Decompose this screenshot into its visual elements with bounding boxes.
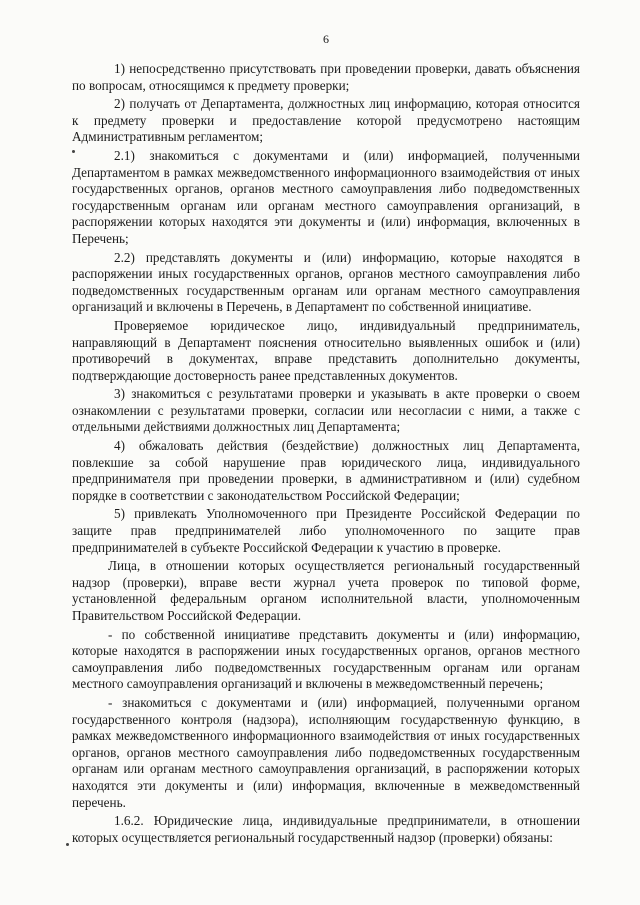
paragraph-right-2-1: 2.1) знакомиться с документами и (или) информацией, полученными Департаментом в рамках межведомственного информационного взаимодействия от иных государственных органов, органов местного самоуправления либо подведомственных государственным органам или органам местного самоуправления организаций, в распоряжении которых находятся эти документы и (или) информация, включенных в Перечень; — [72, 147, 580, 246]
paragraph-right-1: 1) непосредственно присутствовать при проведении проверки, давать объяснения по вопросам, относящимся к предмету проверки; — [72, 61, 580, 93]
paragraph-right-4: 4) обжаловать действия (бездействие) должностных лиц Департамента, повлекшие за собой нарушение прав юридического лица, индивидуального предпринимателя при проведении проверки, в административном и (или) судебном порядке в соответствии с законодательством Российской Федерации; — [72, 438, 580, 503]
paragraph-clarifications: Проверяемое юридическое лицо, индивидуальный предприниматель, направляющий в Департамент пояснения относительно выявленных ошибок и (или) противоречий в документах, вправе представить дополнительно документы, подтверждающие достоверность ранее представленных документов. — [72, 317, 580, 383]
paragraph-right-3: 3) знакомиться с результатами проверки и указывать в акте проверки о своем ознакомлении с результатами проверки, согласии или несогласии с ними, а также с отдельными действиями должностных лиц Департамента; — [72, 386, 580, 435]
paragraph-inspection-log: Лица, в отношении которых осуществляется региональный государственный надзор (проверки), вправе вести журнал учета проверок по типовой форме, установленной федеральным органом исполнительной власти, уполномоченным Правительством Российской Федерации. — [72, 558, 580, 623]
scan-speck — [66, 843, 69, 846]
paragraph-right-2-2: 2.2) представлять документы и (или) информацию, которые находятся в распоряжении иных государственных органов, органов местного самоуправления либо подведомственных государственным органам или органам местного самоуправления организаций и включены в Перечень, в Департамент по собственной инициативе. — [72, 249, 580, 315]
paragraph-right-5: 5) привлекать Уполномоченного при Президенте Российской Федерации по защите прав предпринимателей либо уполномоченного по защите прав предпринимателей в субъекте Российской Федерации к участию в проверке. — [72, 506, 580, 555]
paragraph-dash-1: - по собственной инициативе представить документы и (или) информацию, которые находятся в распоряжении иных государственных органов, органов местного самоуправления либо подведомственных государственным органам или органам местного самоуправления организаций и включены в межведомственный перечень; — [72, 626, 580, 692]
paragraph-dash-2: - знакомиться с документами и (или) информацией, полученными органом государственного контроля (надзора), исполняющим государственную функцию, в рамках межведомственного информационного взаимодействия от иных государственных органов, органов местного самоуправления либо подведомственных государственным органам или органам местного самоуправления организаций, в распоряжении которых находятся эти документы и (или) информация, включенные в межведомственный перечень. — [72, 694, 580, 810]
paragraph-right-2: 2) получать от Департамента, должностных лиц информацию, которая относится к предмету проверки и предоставление которой предусмотрено настоящим Административным регламентом; — [72, 96, 580, 145]
scan-speck — [72, 150, 75, 153]
paragraph-section-1-6-2: 1.6.2. Юридические лица, индивидуальные предприниматели, в отношении которых осуществляется региональный государственный надзор (проверки) обязаны: — [72, 813, 580, 845]
page-number: 6 — [323, 32, 329, 46]
